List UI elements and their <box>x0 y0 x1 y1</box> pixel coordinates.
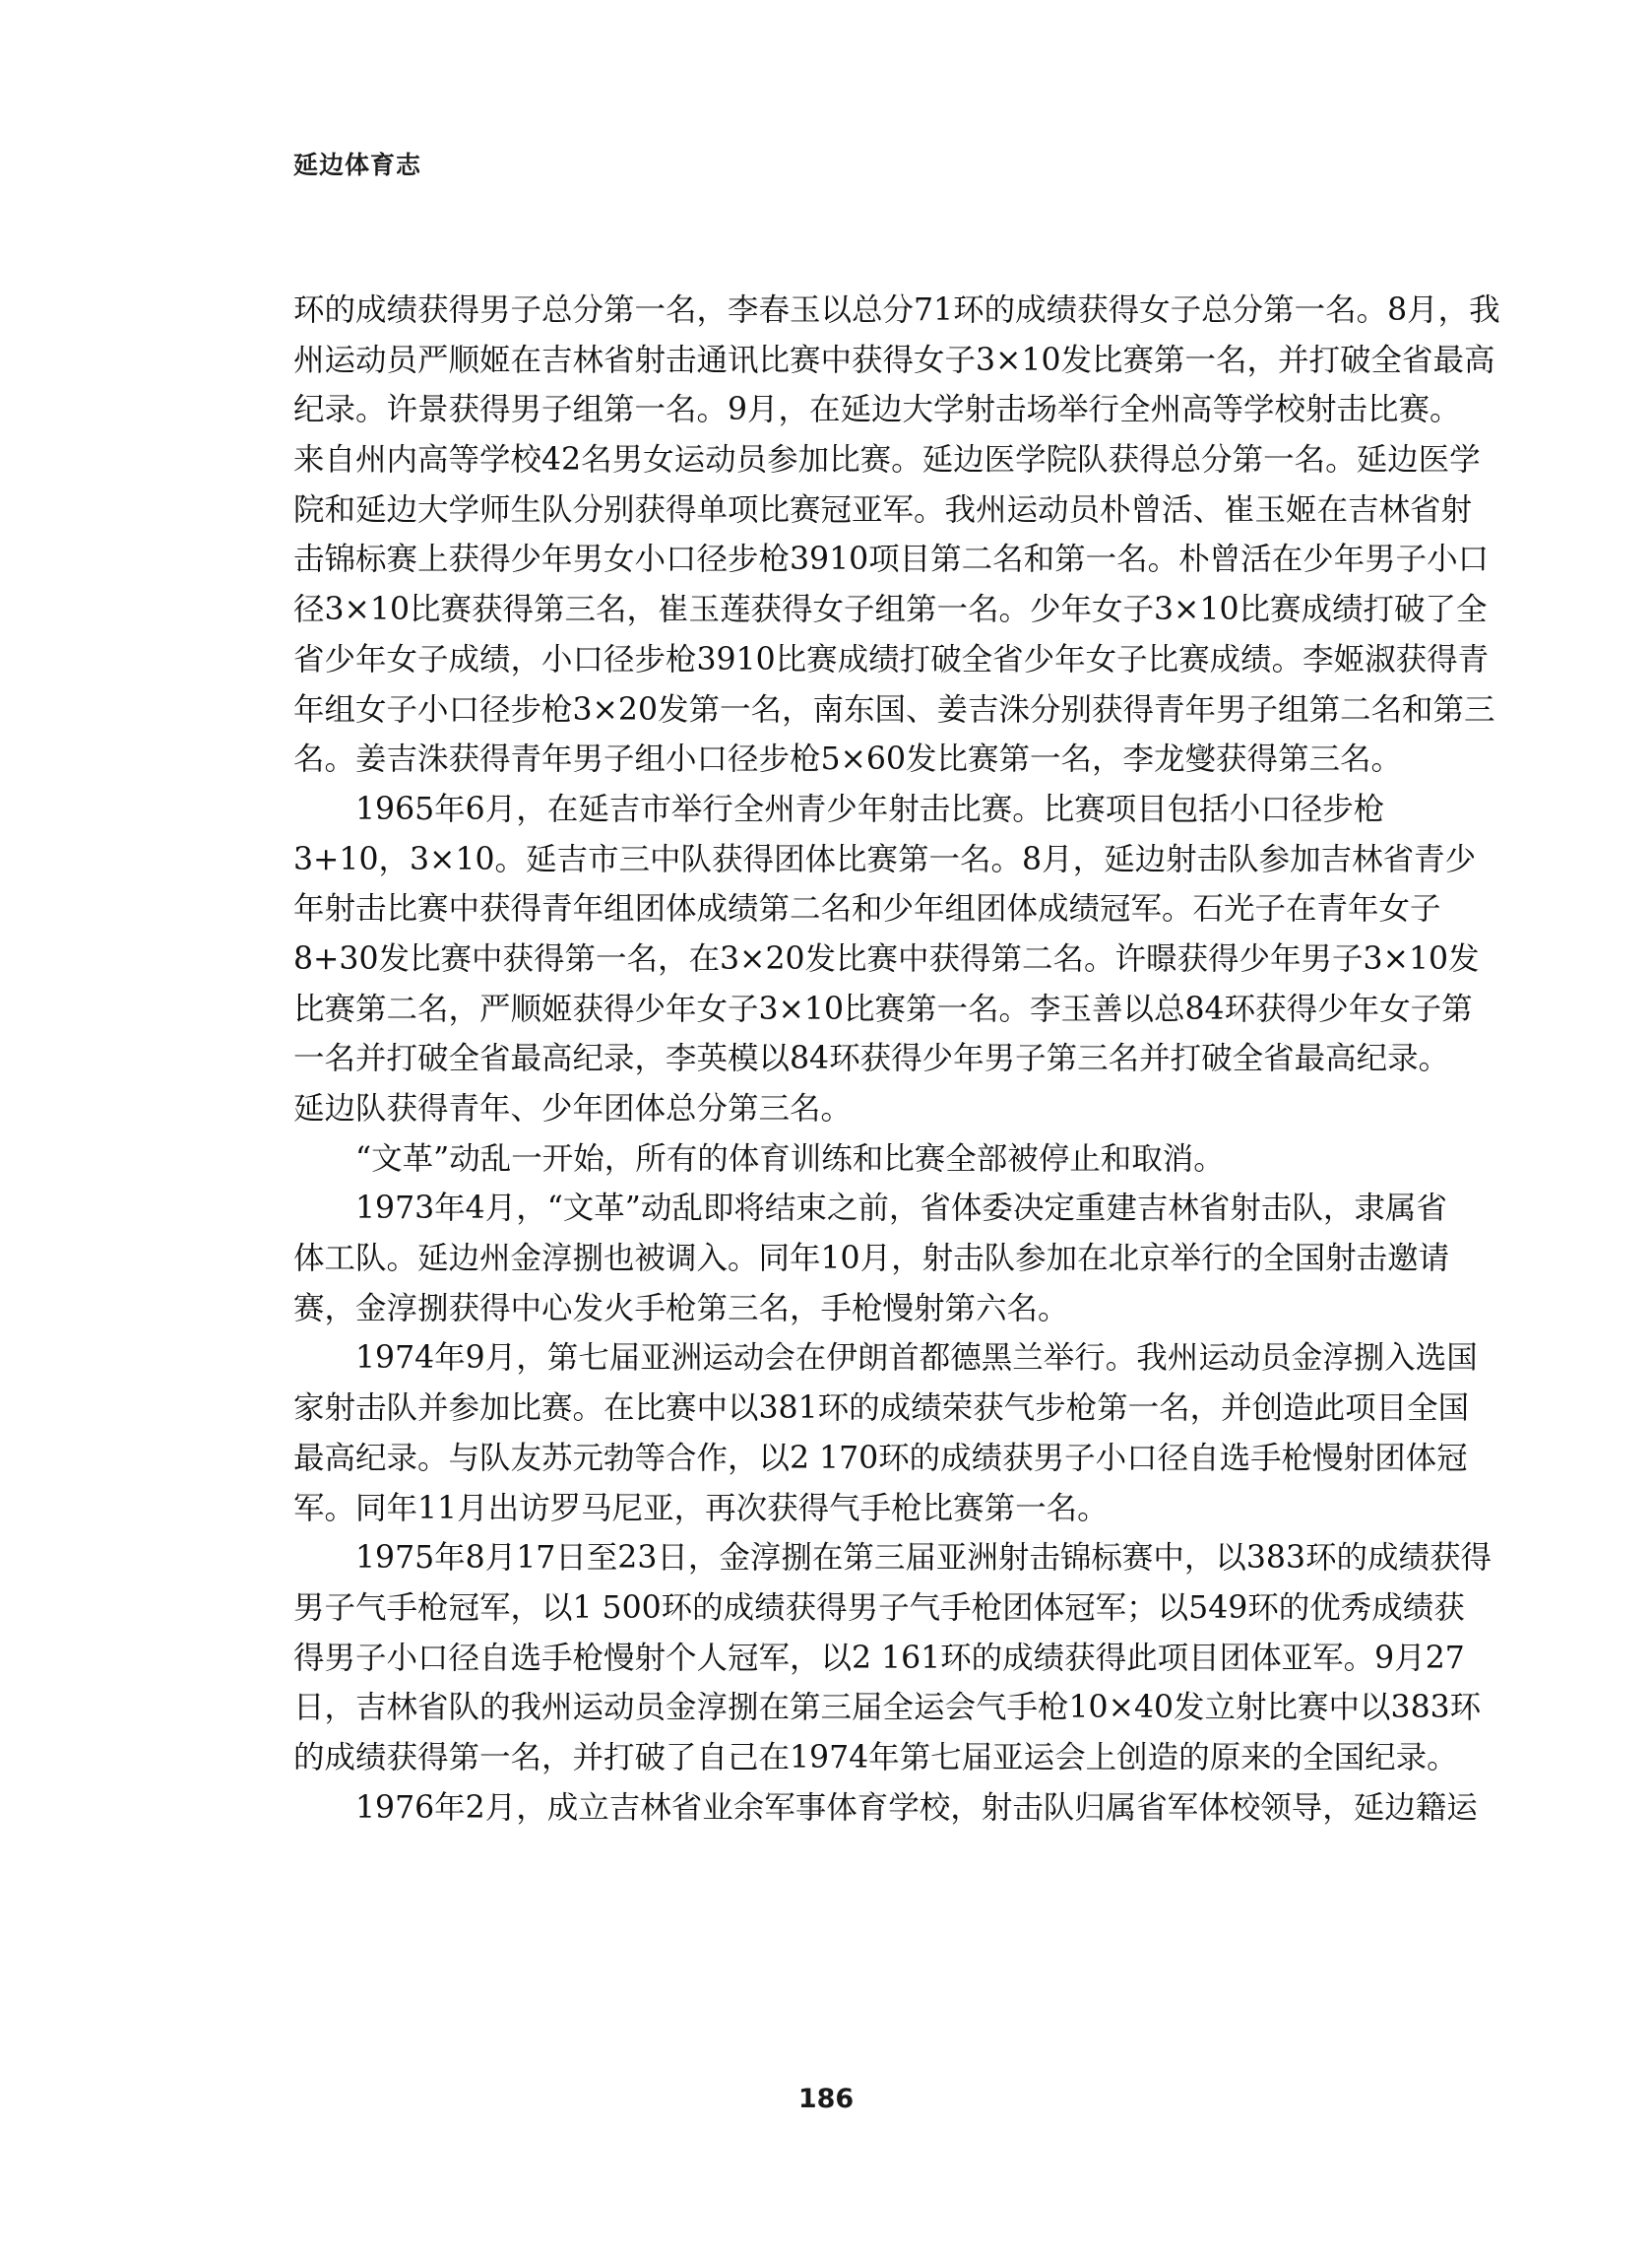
text-line: 年组女子小口径步枪3×20发第一名，南东国、姜吉洙分别获得青年男子组第二名和第三 <box>293 691 1495 728</box>
text-line: “文革”动乱一开始，所有的体育训练和比赛全部被停止和取消。 <box>355 1140 1225 1177</box>
text-line: 家射击队并参加比赛。在比赛中以381环的成绩荣获气步枪第一名，并创造此项目全国 <box>293 1390 1470 1427</box>
body-text <box>293 286 1500 1833</box>
text-line: 院和延边大学师生队分别获得单项比赛冠亚军。我州运动员朴曾活、崔玉姬在吉林省射 <box>293 491 1473 528</box>
text-line: 名。姜吉洙获得青年男子组小口径步枪5×60发比赛第一名，李龙燮获得第三名。 <box>293 742 1403 778</box>
text-line: 比赛第二名，严顺姬获得少年女子3×10比赛第一名。李玉善以总84环获得少年女子第 <box>293 991 1473 1027</box>
text-line: 得男子小口径自选手枪慢射个人冠军，以2 161环的成绩获得此项目团体亚军。9月27 <box>293 1640 1465 1676</box>
text-line: 3+10，3×10。延吉市三中队获得团体比赛第一名。8月，延边射击队参加吉林省青少 <box>293 841 1477 877</box>
text-line: 1976年2月，成立吉林省业余军事体育学校，射击队归属省军体校领导，延边籍运 <box>355 1789 1478 1826</box>
text-line: 赛，金淳捌获得中心发火手枪第三名，手枪慢射第六名。 <box>293 1290 1069 1326</box>
text-line: 8+30发比赛中获得第一名，在3×20发比赛中获得第二名。许暻获得少年男子3×10发 <box>293 940 1480 977</box>
text-line: 环的成绩获得男子总分第一名，李春玉以总分71环的成绩获得女子总分第一名。8月，我 <box>293 292 1500 328</box>
text-line: 最高纪录。与队友苏元勃等合作，以2 170环的成绩获男子小口径自选手枪慢射团体冠 <box>293 1440 1468 1476</box>
text-line: 击锦标赛上获得少年男女小口径步枪3910项目第二名和第一名。朴曾活在少年男子小口 <box>293 542 1490 578</box>
text-line: 延边队获得青年、少年团体总分第三名。 <box>293 1091 853 1127</box>
text-line: 州运动员严顺姬在吉林省射击通讯比赛中获得女子3×10发比赛第一名，并打破全省最高 <box>293 342 1495 378</box>
text-line: 1973年4月，“文革”动乱即将结束之前，省体委决定重建吉林省射击队，隶属省 <box>355 1191 1447 1227</box>
text-line: 的成绩获得第一名，并打破了自己在1974年第七届亚运会上创造的原来的全国纪录。 <box>293 1739 1458 1775</box>
text-line: 径3×10比赛获得第三名，崔玉莲获得女子组第一名。少年女子3×10比赛成绩打破了全 <box>293 592 1488 628</box>
text-line: 军。同年11月出访罗马尼亚，再次获得气手枪比赛第一名。 <box>293 1490 1109 1526</box>
text-line: 1965年6月，在延吉市举行全州青少年射击比赛。比赛项目包括小口径步枪 <box>355 791 1385 827</box>
text-line: 日，吉林省队的我州运动员金淳捌在第三届全运会气手枪10×40发立射比赛中以383环 <box>293 1690 1482 1726</box>
text-line: 来自州内高等学校42名男女运动员参加比赛。延边医学院队获得总分第一名。延边医学 <box>293 442 1481 479</box>
text-line: 1974年9月，第七届亚洲运动会在伊朗首都德黑兰举行。我州运动员金淳捌入选国 <box>355 1340 1478 1377</box>
text-line: 体工队。延边州金淳捌也被调入。同年10月，射击队参加在北京举行的全国射击邀请 <box>293 1241 1450 1277</box>
text-line: 一名并打破全省最高纪录，李英模以84环获得少年男子第三名并打破全省最高纪录。 <box>293 1041 1450 1077</box>
text-line: 年射击比赛中获得青年组团体成绩第二名和少年组团体成绩冠军。石光子在青年女子 <box>293 891 1441 928</box>
text-line: 省少年女子成绩，小口径步枪3910比赛成绩打破全省少年女子比赛成绩。李姬淑获得青 <box>293 641 1490 677</box>
page-number: 186 <box>797 2084 855 2114</box>
running-header: 延边体育志 <box>293 151 422 179</box>
text-line: 纪录。许景获得男子组第一名。9月，在延边大学射击场举行全州高等学校射击比赛。 <box>293 392 1461 428</box>
text-line: 男子气手枪冠军，以1 500环的成绩获得男子气手枪团体冠军；以549环的优秀成绩获 <box>293 1589 1465 1626</box>
text-line: 1975年8月17日至23日，金淳捌在第三届亚洲射击锦标赛中，以383环的成绩获得 <box>355 1540 1492 1577</box>
